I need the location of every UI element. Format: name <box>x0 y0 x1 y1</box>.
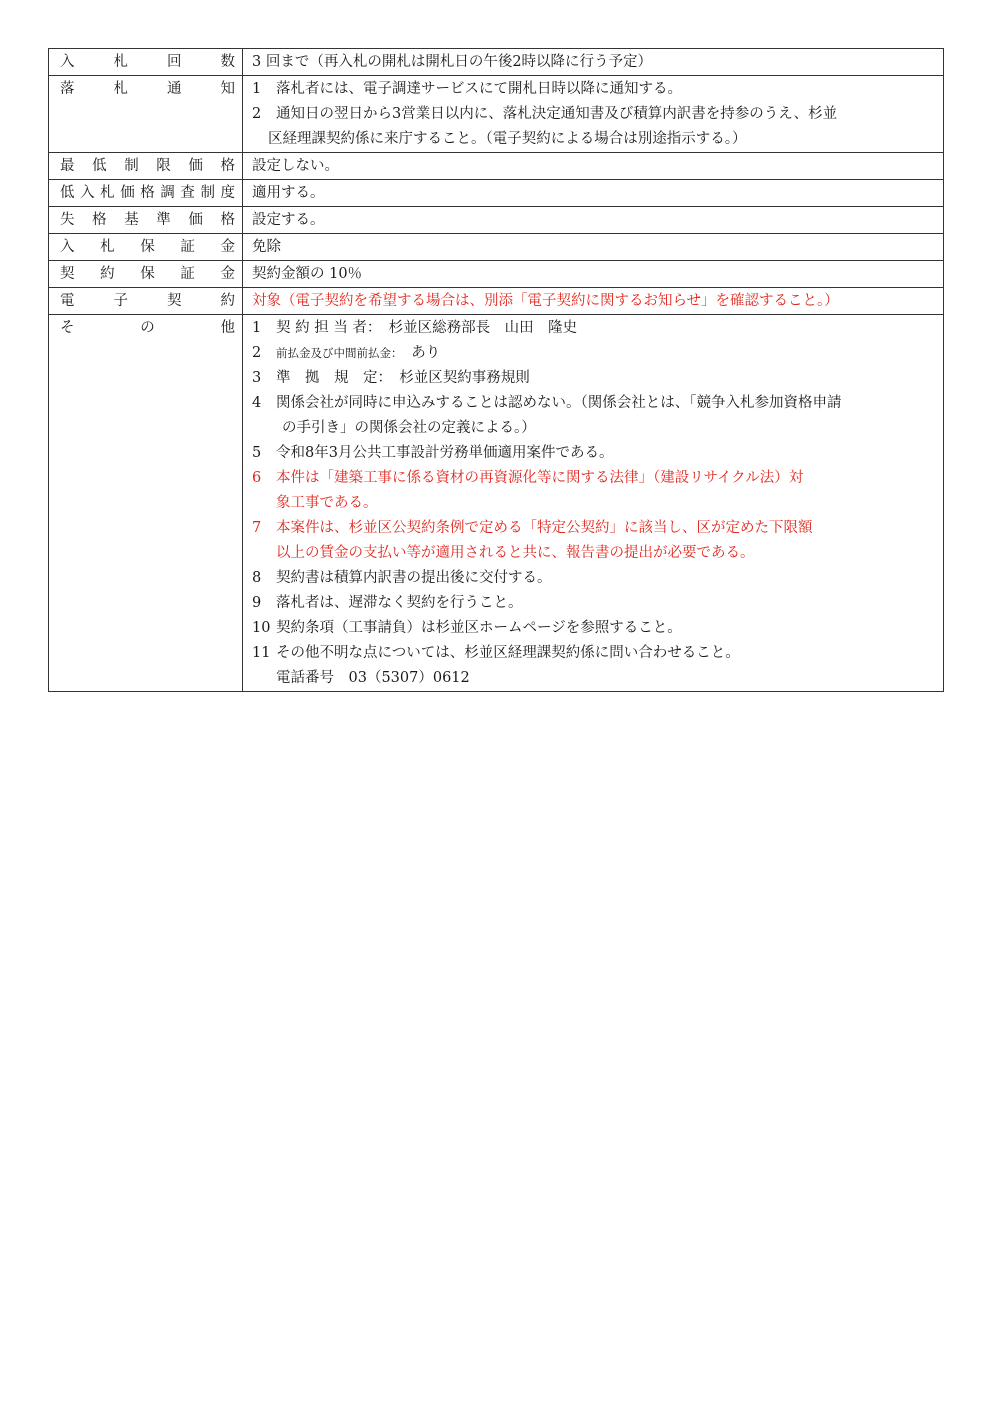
row-bid-bond <box>49 234 944 261</box>
label-low-bid-investigation: 低 入 札 価 格 調 査 制 度 <box>49 180 243 207</box>
value-contract-bond: 契約金額の 10％ <box>252 266 363 282</box>
row-award-notice <box>49 76 944 153</box>
value-minimum-price: 設定しない。 <box>252 158 339 174</box>
list-item: 3 準 拠 規 定： 杉並区契約事務規則 <box>252 370 530 386</box>
label-electronic-contract: 電 子 契 約 <box>49 288 243 315</box>
list-item: 1 落札者には、電子調達サービスにて開札日時以降に通知する。 <box>252 81 682 97</box>
value-low-bid-investigation: 適用する。 <box>252 185 325 201</box>
value-bid-count: 3 回まで（再入札の開札は開札日の午後2時以降に行う予定） <box>252 54 653 70</box>
list-item: 11 その他不明な点については、杉並区経理課契約係に問い合わせること。 電話番号 03（5307）0612 <box>252 641 935 691</box>
label-minimum-price: 最 低 制 限 価 格 <box>49 153 243 180</box>
row-low-bid-investigation <box>49 180 944 207</box>
list-item: 9 落札者は、遅滞なく契約を行うこと。 <box>252 595 523 611</box>
row-minimum-price <box>49 153 944 180</box>
list-item: 7 本案件は、杉並区公契約条例で定める「特定公契約」に該当し、区が定めた下限額 以上の賃金の支払い等が適用されると共に、報告書の提出が必要である。 <box>252 520 813 561</box>
row-bid-count <box>49 49 944 76</box>
label-bid-bond: 入 札 保 証 金 <box>49 234 243 261</box>
row-disqualification-price <box>49 207 944 234</box>
label-contract-bond: 契 約 保 証 金 <box>49 261 243 288</box>
list-item: 6 本件は「建築工事に係る資材の再資源化等に関する法律」（建設リサイクル法）対 象工事である。 <box>252 470 804 511</box>
list-item: 10 契約条項（工事請負）は杉並区ホームページを参照すること。 <box>252 620 682 636</box>
list-item: 2 通知日の翌日から3営業日以内に、落札決定通知書及び積算内訳書を持参のうえ、杉並 区経理課契約係に来庁すること。（電子契約による場合は別途指示する。） <box>252 106 838 147</box>
specification-table <box>48 48 944 692</box>
row-other <box>49 315 944 692</box>
value-bid-bond: 免除 <box>252 239 281 255</box>
label-disqualification-price: 失 格 基 準 価 格 <box>49 207 243 234</box>
list-item: 4 関係会社が同時に申込みすることは認めない。（関係会社とは、「競争入札参加資格申請 の手引き」の関係会社の定義による。） <box>252 395 842 436</box>
value-electronic-contract: 対象（電子契約を希望する場合は、別添「電子契約に関するお知らせ」を確認すること。） <box>252 293 839 309</box>
label-award-notice: 落 札 通 知 <box>49 76 243 153</box>
list-item: 2 前払金及び中間前払金： あり <box>252 345 441 361</box>
value-disqualification-price: 設定する。 <box>252 212 325 228</box>
row-contract-bond <box>49 261 944 288</box>
label-bid-count: 入 札 回 数 <box>49 49 243 76</box>
phone-number: 電話番号 03（5307）0612 <box>276 670 470 686</box>
row-electronic-contract <box>49 288 944 315</box>
list-item: 1 契 約 担 当 者： 杉並区総務部長 山田 隆史 <box>252 320 578 336</box>
list-item: 8 契約書は積算内訳書の提出後に交付する。 <box>252 570 552 586</box>
list-item: 5 令和8年3月公共工事設計労務単価適用案件である。 <box>252 445 614 461</box>
label-other: そ の 他 <box>49 315 243 692</box>
